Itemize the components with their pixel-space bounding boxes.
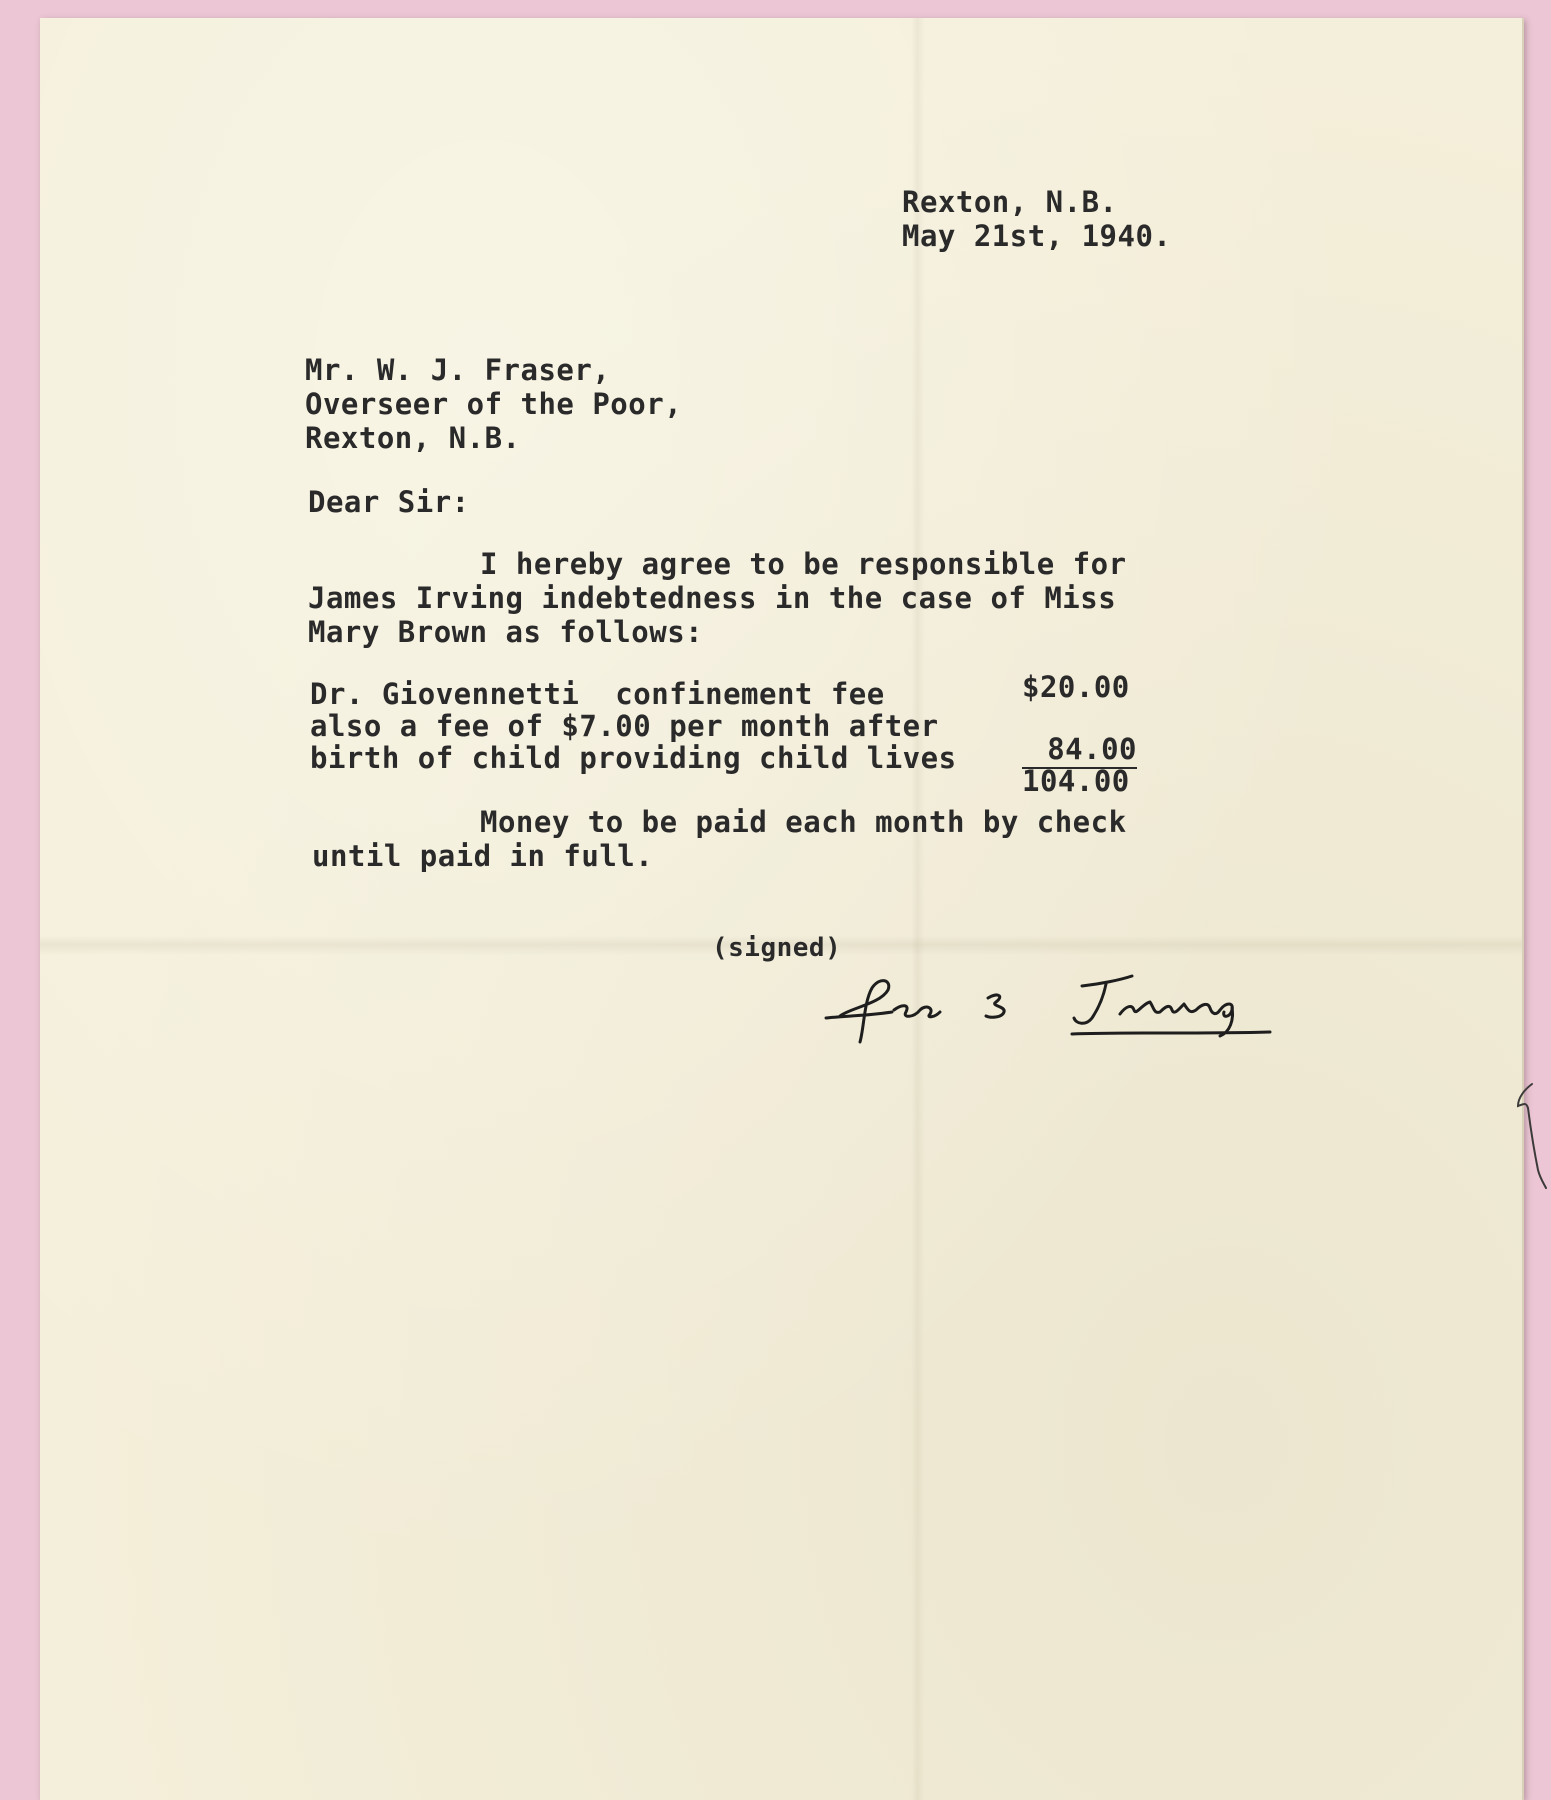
fee-item-description: Dr. Giovennetti confinement fee [310, 677, 885, 711]
paragraph-line: James Irving indebtedness in the case of Miss [308, 581, 1117, 615]
signature-image [820, 958, 1280, 1048]
fee-item-description: also a fee of $7.00 per month after [310, 709, 939, 743]
fee-item-amount: 84.00 [1022, 732, 1137, 769]
recipient-name: Mr. W. J. Fraser, [305, 353, 611, 387]
salutation: Dear Sir: [308, 485, 470, 519]
paragraph-line: I hereby agree to be responsible for [480, 547, 1127, 581]
fee-item-amount: $20.00 [1022, 670, 1130, 704]
letter-date: May 21st, 1940. [902, 219, 1172, 253]
paragraph-line: Money to be paid each month by check [480, 805, 1127, 839]
signed-label: (signed) [712, 933, 842, 963]
paragraph-line: Mary Brown as follows: [308, 615, 704, 649]
paragraph-line: until paid in full. [312, 839, 654, 873]
fee-item-description: birth of child providing child lives [310, 741, 957, 775]
recipient-place: Rexton, N.B. [305, 421, 521, 455]
letter-paper [40, 18, 1524, 1800]
recipient-title: Overseer of the Poor, [305, 387, 683, 421]
total-amount: 104.00 [1022, 764, 1130, 798]
letterhead-place: Rexton, N.B. [902, 185, 1118, 219]
pencil-mark-icon [1510, 1080, 1550, 1190]
